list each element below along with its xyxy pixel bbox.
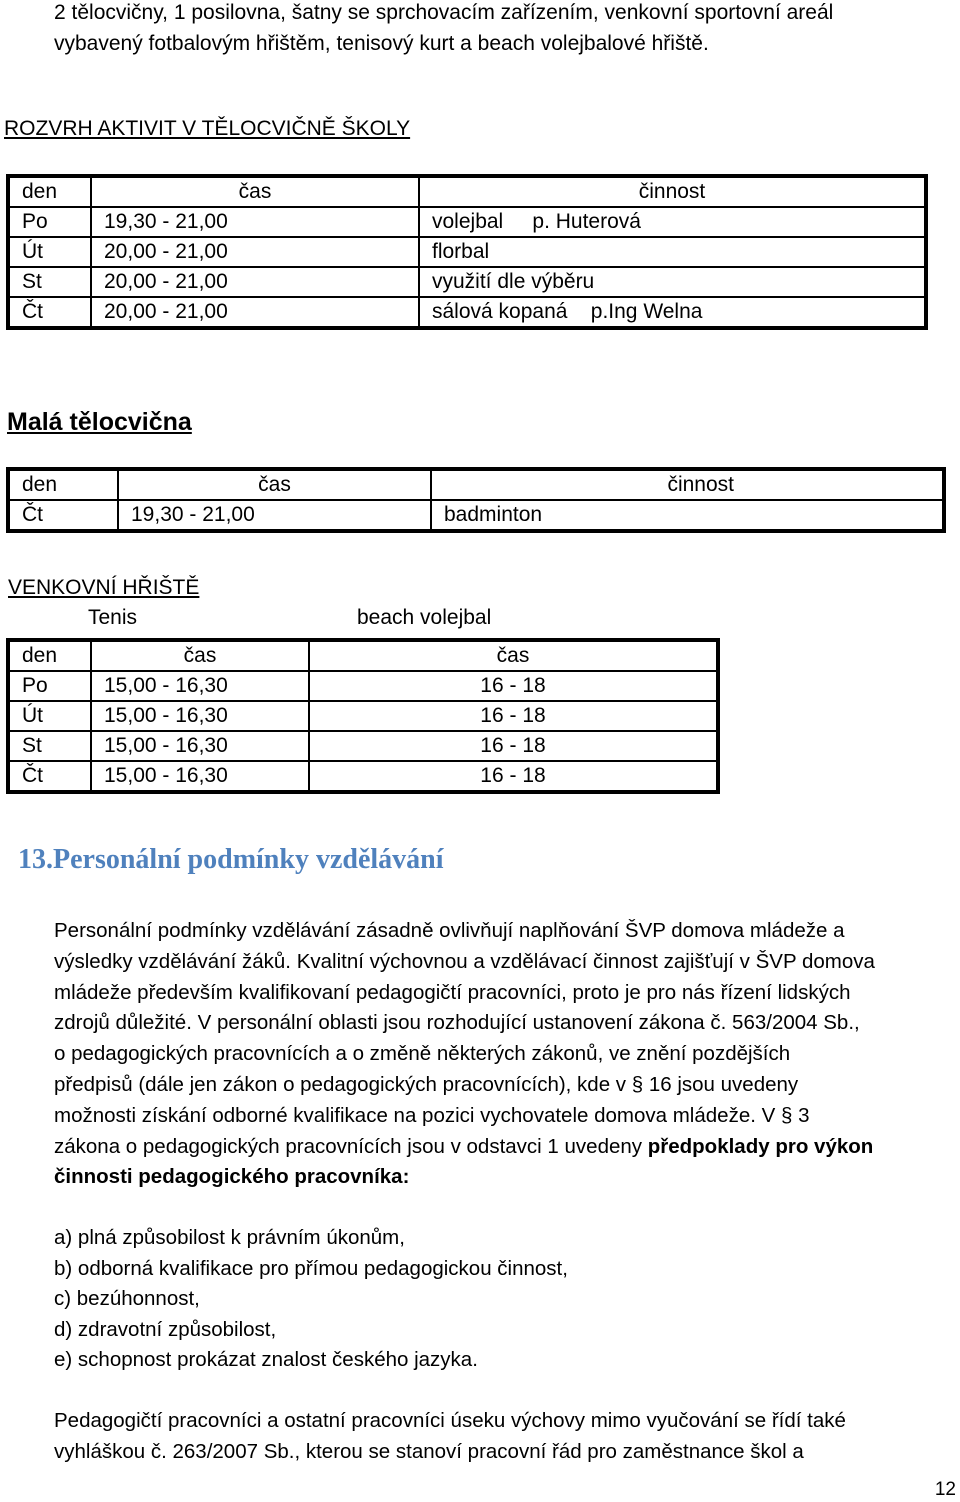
- section-heading: 13.Personální podmínky vzdělávání: [18, 844, 444, 875]
- table-row: [8, 671, 718, 701]
- header-cas: čas: [118, 469, 431, 500]
- paragraph-line: Personální podmínky vzdělávání zásadně ovlivňují naplňování ŠVP domova mládeže a: [54, 919, 845, 942]
- schedule-title: ROZVRH AKTIVIT V TĚLOCVIČNĚ ŠKOLY: [4, 117, 411, 140]
- header-cinnost: činnost: [431, 469, 944, 500]
- cell-time: 20,00 - 21,00: [91, 237, 419, 267]
- cell-day: Út: [8, 237, 91, 267]
- paragraph-line: mládeže především kvalifikovaní pedagogičtí pracovníci, proto je pro nás řízení lidských: [54, 980, 851, 1004]
- cell-time: 16 - 18: [309, 731, 718, 761]
- paragraph-line: možnosti získání odborné kvalifikace na pozici vychovatele domova mládeže. V § 3: [54, 1103, 810, 1127]
- table-row: [8, 297, 926, 328]
- cell-activity: sálová kopaná p.Ing Welna: [419, 297, 926, 328]
- page-number: 12: [934, 1479, 956, 1500]
- cell-activity: badminton: [431, 500, 944, 531]
- outdoor-subtitle-tenis: Tenis: [88, 606, 138, 629]
- cell-time: 15,00 - 16,30: [91, 701, 309, 731]
- list-item: d) zdravotní způsobilost,: [54, 1317, 277, 1341]
- cell-day: St: [8, 731, 91, 761]
- header-den: den: [8, 469, 118, 500]
- paragraph-line: [54, 1132, 954, 1163]
- table-row: [8, 701, 718, 731]
- header-cinnost: činnost: [419, 176, 926, 207]
- paragraph-bold-line: činnosti pedagogického pracovníka:: [54, 1165, 410, 1189]
- small-gym-title: Malá tělocvična: [7, 408, 192, 436]
- paragraph-line: předpisů (dále jen zákon o pedagogických pracovnících), kde v § 16 jsou uvedeny: [54, 1072, 799, 1096]
- cell-day: Čt: [8, 297, 91, 328]
- list-item: c) bezúhonnost,: [54, 1287, 200, 1311]
- paragraph-line: výsledky vzdělávání žáků. Kvalitní výchovnou a vzdělávací činnost zajišťují v ŠVP domova: [54, 949, 875, 973]
- small-gym-table: [6, 467, 946, 533]
- cell-activity: využití dle výběru: [419, 267, 926, 297]
- cell-time: 20,00 - 21,00: [91, 297, 419, 328]
- header-cas-beach: čas: [309, 640, 718, 671]
- cell-day: St: [8, 267, 91, 297]
- table-row: [8, 500, 944, 531]
- paragraph-bold-text: předpoklady pro výkon: [647, 1134, 874, 1158]
- table-header-row: [8, 469, 944, 500]
- cell-time: 19,30 - 21,00: [91, 207, 419, 237]
- outdoor-subtitle-beach: beach volejbal: [357, 606, 492, 629]
- paragraph-line: vyhláškou č. 263/2007 Sb., kterou se stanoví pracovní řád pro zaměstnance škol a: [54, 1439, 804, 1463]
- cell-day: Út: [8, 701, 91, 731]
- paragraph-line: zdrojů důležité. V personální oblasti jsou rozhodující ustanovení zákona č. 563/2004 Sb.,: [54, 1011, 860, 1035]
- intro-line-2: vybavený fotbalovým hřištěm, tenisový kurt a beach volejbalové hřiště.: [54, 32, 709, 55]
- cell-day: Čt: [8, 761, 91, 792]
- cell-activity: volejbal p. Huterová: [419, 207, 926, 237]
- table-row: [8, 731, 718, 761]
- paragraph-line: Pedagogičtí pracovníci a ostatní pracovníci úseku výchovy mimo vyučování se řídí také: [54, 1409, 846, 1432]
- closing-paragraph: [54, 1406, 954, 1468]
- list-item: b) odborná kvalifikace pro přímou pedagogickou činnost,: [54, 1256, 568, 1280]
- cell-day: Po: [8, 671, 91, 701]
- schedule-table: [6, 174, 928, 330]
- header-cas-tenis: čas: [91, 640, 309, 671]
- header-cas: čas: [91, 176, 419, 207]
- outdoor-title: VENKOVNÍ HŘIŠTĚ: [8, 576, 200, 599]
- table-row: [8, 207, 926, 237]
- table-header-row: [8, 640, 718, 671]
- cell-time: 20,00 - 21,00: [91, 267, 419, 297]
- cell-day: Čt: [8, 500, 118, 531]
- cell-time: 19,30 - 21,00: [118, 500, 431, 531]
- header-den: den: [8, 176, 91, 207]
- intro-line-1: 2 tělocvičny, 1 posilovna, šatny se sprchovacím zařízením, venkovní sportovní areál: [54, 1, 834, 24]
- outdoor-table: [6, 638, 720, 794]
- prerequisites-list: [54, 1223, 568, 1376]
- section-paragraph: [54, 916, 954, 1193]
- list-item: e) schopnost prokázat znalost českého jazyka.: [54, 1348, 478, 1372]
- list-item: a) plná způsobilost k právním úkonům,: [54, 1226, 405, 1249]
- paragraph-line: o pedagogických pracovnících a o změně některých zákonů, ve znění pozdějších: [54, 1042, 791, 1066]
- cell-time: 15,00 - 16,30: [91, 761, 309, 792]
- cell-activity: florbal: [419, 237, 926, 267]
- paragraph-text: zákona o pedagogických pracovnících jsou v odstavci 1 uvedeny: [54, 1134, 648, 1158]
- table-row: [8, 267, 926, 297]
- cell-time: 16 - 18: [309, 761, 718, 792]
- cell-time: 16 - 18: [309, 671, 718, 701]
- cell-day: Po: [8, 207, 91, 237]
- cell-time: 16 - 18: [309, 701, 718, 731]
- header-den: den: [8, 640, 91, 671]
- table-row: [8, 237, 926, 267]
- cell-time: 15,00 - 16,30: [91, 731, 309, 761]
- cell-time: 15,00 - 16,30: [91, 671, 309, 701]
- table-header-row: [8, 176, 926, 207]
- table-row: [8, 761, 718, 792]
